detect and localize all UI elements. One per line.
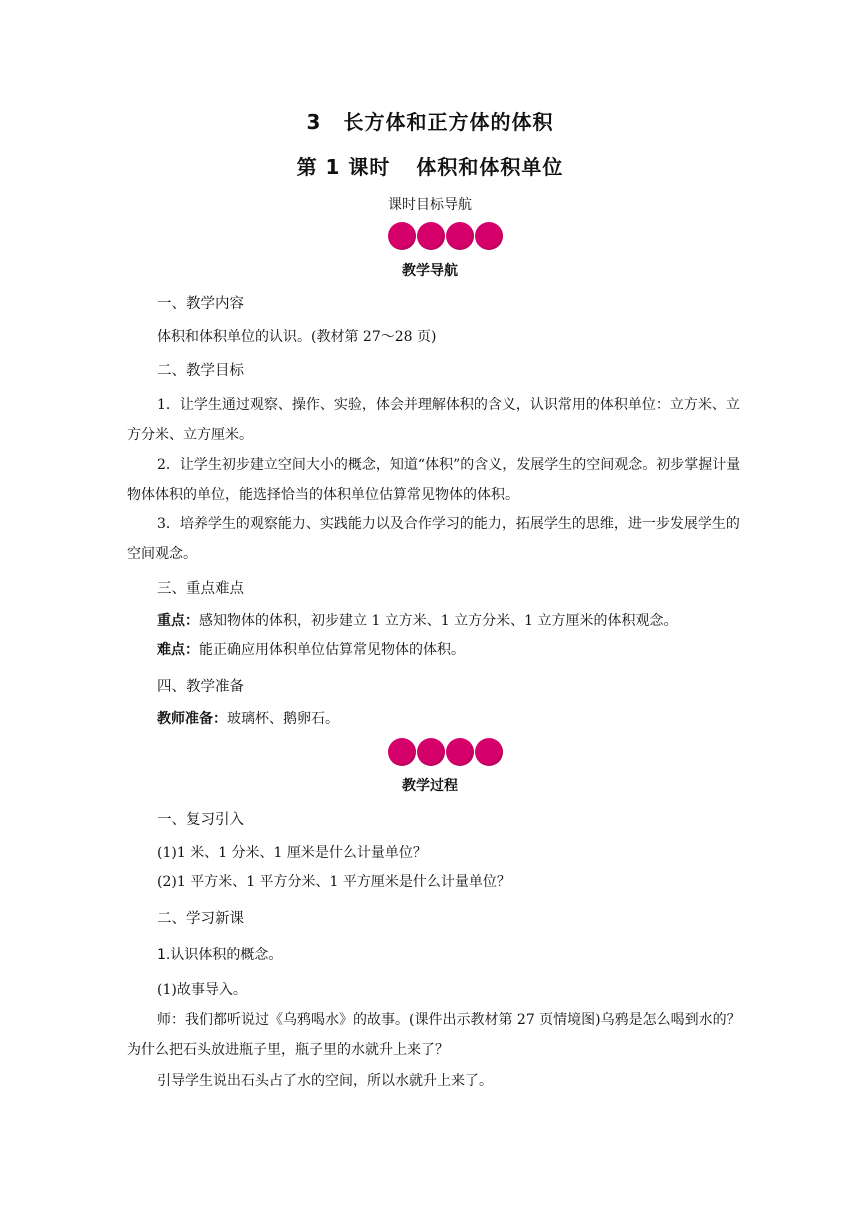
difficulty-text: 能正确应用体积单位估算常见物体的体积。 bbox=[199, 642, 465, 658]
dot-icon bbox=[446, 222, 474, 250]
prep-text: 玻璃杯、鹅卵石。 bbox=[227, 711, 339, 727]
new-lesson-heading: 二、学习新课 bbox=[157, 911, 244, 927]
chapter-number: 3 bbox=[306, 110, 322, 134]
prep-label: 教师准备： bbox=[157, 711, 227, 727]
review-1: (1)1 米、1 分米、1 厘米是什么计量单位？ bbox=[157, 845, 427, 861]
key-heading: 三、重点难点 bbox=[157, 581, 244, 597]
content-text: 体积和体积单位的认识。(教材第 27～28 页) bbox=[157, 329, 437, 345]
dot-icon bbox=[388, 222, 416, 250]
dot-icon bbox=[417, 222, 445, 250]
content-heading: 一、教学内容 bbox=[157, 296, 244, 312]
teacher-text: 师：我们都听说过《乌鸦喝水》的故事。(课件出示教材第 27 页情境图)乌鸦是怎么喝到水的？为什么把石头放进瓶子里，瓶子里的水就升上来了？ bbox=[127, 1012, 741, 1058]
decorative-dots-top bbox=[388, 222, 504, 252]
goals-heading: 二、教学目标 bbox=[157, 363, 244, 379]
dot-icon bbox=[475, 222, 503, 250]
guide-text: 引导学生说出石头占了水的空间，所以水就升上来了。 bbox=[157, 1073, 493, 1089]
nav-label: 课时目标导航 bbox=[388, 197, 472, 213]
review-heading: 一、复习引入 bbox=[157, 812, 244, 828]
story-intro: (1)故事导入。 bbox=[157, 982, 247, 998]
dot-icon bbox=[417, 738, 445, 766]
key-point bbox=[157, 606, 757, 636]
process-heading: 教学过程 bbox=[402, 778, 458, 794]
lesson-title bbox=[0, 151, 860, 180]
key-text: 感知物体的体积，初步建立 1 立方米、1 立方分米、1 立方厘米的体积观念。 bbox=[199, 613, 678, 629]
key-label: 重点： bbox=[157, 613, 199, 629]
guide-heading: 教学导航 bbox=[402, 263, 458, 279]
difficulty-label: 难点： bbox=[157, 642, 199, 658]
goal-2: 2．让学生初步建立空间大小的概念，知道“体积”的含义，发展学生的空间观念。初步掌握计量物体体积的单位，能选择恰当的体积单位估算常见物体的体积。 bbox=[127, 457, 741, 503]
lesson-title-text: 体积和体积单位 bbox=[416, 155, 564, 179]
review-2: (2)1 平方米、1 平方分米、1 平方厘米是什么计量单位？ bbox=[157, 874, 511, 890]
goal-3: 3．培养学生的观察能力、实践能力以及合作学习的能力，拓展学生的思维，进一步发展学生的空间观念。 bbox=[127, 516, 740, 562]
prep-line bbox=[157, 704, 757, 734]
chapter-title bbox=[0, 106, 860, 135]
prep-heading: 四、教学准备 bbox=[157, 679, 244, 695]
goal-1: 1．让学生通过观察、操作、实验，体会并理解体积的含义，认识常用的体积单位：立方米、立方分米、立方厘米。 bbox=[127, 397, 740, 443]
concept-heading: 1.认识体积的概念。 bbox=[157, 947, 283, 963]
dot-icon bbox=[475, 738, 503, 766]
decorative-dots-bottom bbox=[388, 738, 504, 768]
chapter-title-text: 长方体和正方体的体积 bbox=[343, 110, 554, 134]
lesson-label: 第 1 课时 bbox=[296, 155, 391, 179]
dot-icon bbox=[446, 738, 474, 766]
dot-icon bbox=[388, 738, 416, 766]
difficulty-point bbox=[157, 635, 757, 665]
